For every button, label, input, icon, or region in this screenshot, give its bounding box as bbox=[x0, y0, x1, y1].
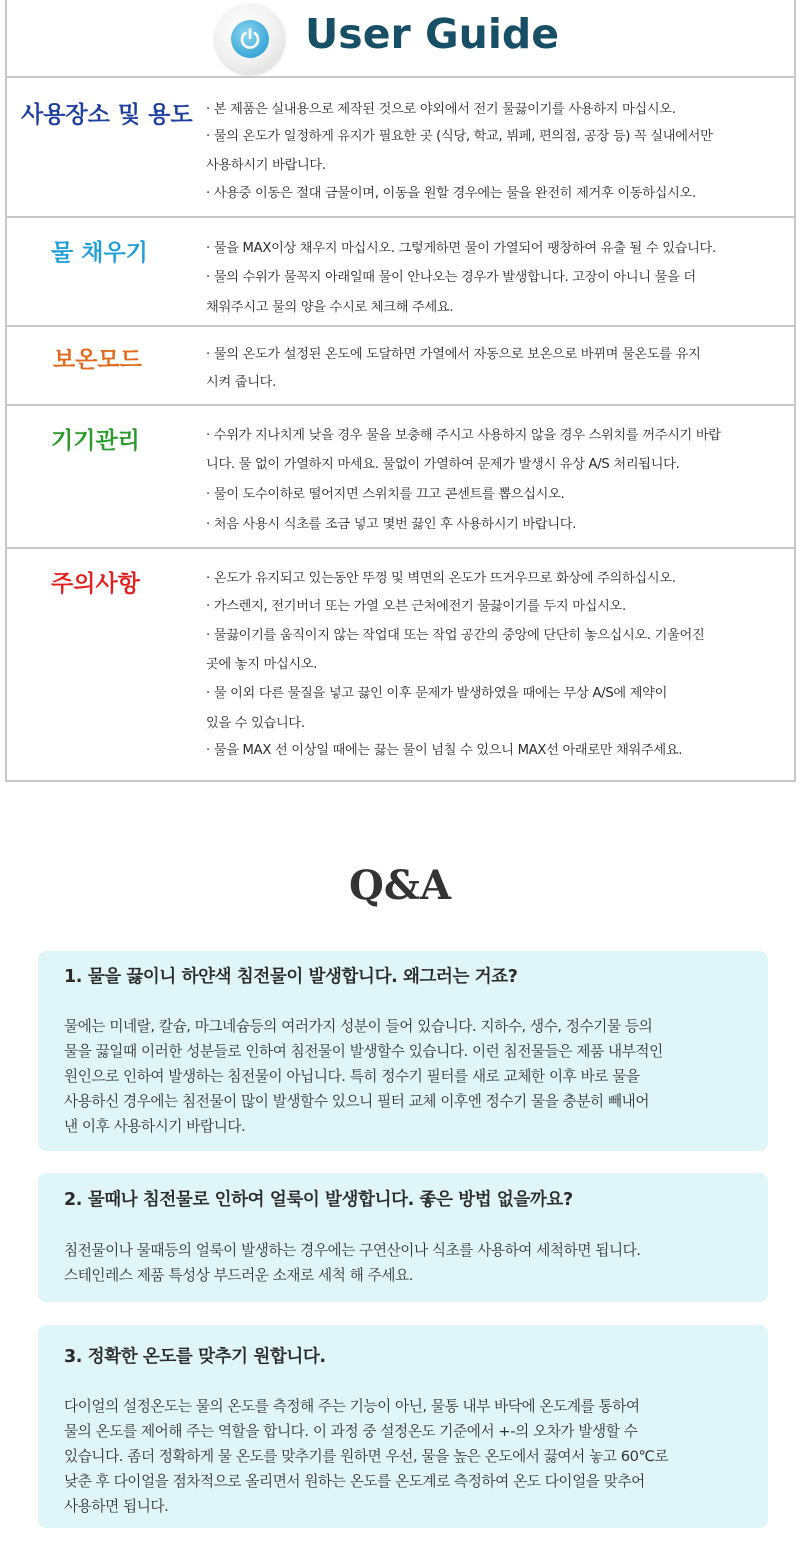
qa-answer-line: 원인으로 인하여 발생하는 침전물이 아닙니다. 특히 정수기 필터를 새로 교체한 이후 바로 물을 bbox=[64, 1068, 640, 1085]
section-line: · 물이 도수이하로 떨어지면 스위치를 끄고 콘센트를 뽑으십시오. bbox=[206, 487, 565, 502]
section-cautions bbox=[7, 549, 794, 780]
section-line: 채워주시고 물의 양을 수시로 체크해 주세요. bbox=[206, 300, 454, 315]
section-line: · 온도가 유지되고 있는동안 뚜껑 및 벽면의 온도가 뜨거우므로 화상에 주의하십시오. bbox=[206, 571, 676, 586]
section-line: 니다. 물 없이 가열하지 마세요. 물없이 가열하여 문제가 발생시 유상 A/S 처리됩니다. bbox=[206, 457, 680, 472]
qa-answer-line: 물의 온도를 제어해 주는 역할을 합니다. 이 과정 중 설정온도 기준에서 +-의 오차가 발생할 수 bbox=[64, 1423, 638, 1440]
section-fill-water bbox=[7, 218, 794, 327]
guide-header bbox=[7, 0, 794, 78]
qa-answer-line: 물을 끓일때 이러한 성분들로 인하여 침전물이 발생할수 있습니다. 이런 침전물들은 제품 내부적인 bbox=[64, 1043, 663, 1060]
section-maintenance bbox=[7, 406, 794, 549]
user-guide-panel bbox=[5, 0, 796, 782]
section-line: · 본 제품은 실내용으로 제작된 것으로 야외에서 전기 물끓이기를 사용하지 마십시오. bbox=[206, 102, 676, 117]
qa-answer-line: 낸 이후 사용하시기 바랍니다. bbox=[64, 1118, 246, 1135]
qa-title: Q&A bbox=[349, 862, 451, 909]
guide-title: User Guide bbox=[305, 10, 560, 58]
power-icon bbox=[215, 4, 285, 74]
section-line: · 물의 온도가 일정하게 유지가 필요한 곳 (식당, 학교, 뷔페, 편의점, 공장 등) 꼭 실내에서만 bbox=[206, 129, 713, 144]
section-line: · 가스렌지, 전기버너 또는 가열 오븐 근처에전기 물끓이기를 두지 마십시오. bbox=[206, 599, 626, 614]
section-line: · 물의 온도가 설정된 온도에 도달하면 가열에서 자동으로 보온으로 바뀌며 물온도를 유지 bbox=[206, 347, 701, 362]
section-title: 사용장소 및 용도 bbox=[21, 102, 193, 128]
qa-card bbox=[38, 1173, 768, 1302]
section-line: · 물 이외 다른 물질을 넣고 끓인 이후 문제가 발생하였을 때에는 무상 A/S에 제약이 bbox=[206, 686, 668, 701]
qa-answer-line: 있습니다. 좀더 정확하게 물 온도를 맞추기를 원하면 우선, 물을 높은 온도에서 끓여서 놓고 60℃로 bbox=[64, 1448, 669, 1465]
qa-answer-line: 스테인레스 제품 특성상 부드러운 소재로 세척 해 주세요. bbox=[64, 1267, 413, 1284]
section-line: 있을 수 있습니다. bbox=[206, 716, 305, 731]
section-line: · 사용중 이동은 절대 금물이며, 이동을 원할 경우에는 물을 완전히 제거후 이동하십시오. bbox=[206, 186, 696, 201]
section-line: 시켜 줍니다. bbox=[206, 375, 276, 390]
section-line: · 수위가 지나치게 낮을 경우 물을 보충해 주시고 사용하지 않을 경우 스위치를 꺼주시기 바랍 bbox=[206, 428, 721, 443]
qa-answer-line: 사용하면 됩니다. bbox=[64, 1498, 169, 1515]
section-usage-place bbox=[7, 78, 794, 218]
section-line: · 물을 MAX 선 이상일 때에는 끓는 물이 넘칠 수 있으니 MAX선 아래로만 채워주세요. bbox=[206, 743, 683, 758]
section-title: 물 채우기 bbox=[51, 240, 148, 266]
section-title: 주의사항 bbox=[51, 571, 140, 597]
section-keep-warm bbox=[7, 327, 794, 406]
qa-question: 2. 물때나 침전물로 인하여 얼룩이 발생합니다. 좋은 방법 없을까요? bbox=[64, 1190, 573, 1210]
section-line: · 물의 수위가 물꼭지 아래일때 물이 안나오는 경우가 발생합니다. 고장이 아니니 물을 더 bbox=[206, 270, 696, 285]
section-title: 보온모드 bbox=[53, 347, 142, 373]
qa-answer-line: 사용하신 경우에는 침전물이 많이 발생할수 있으니 필터 교체 이후엔 정수기 물을 충분히 빼내어 bbox=[64, 1093, 650, 1110]
qa-answer-line: 물에는 미네랄, 칼슘, 마그네슘등의 여러가지 성분이 들어 있습니다. 지하수, 생수, 정수기물 등의 bbox=[64, 1018, 653, 1035]
section-line: · 물끓이기를 움직이지 않는 작업대 또는 작업 공간의 중앙에 단단히 놓으십시오. 기울어진 bbox=[206, 628, 705, 643]
qa-card bbox=[38, 1325, 768, 1528]
qa-question: 3. 정확한 온도를 맞추기 원합니다. bbox=[64, 1347, 326, 1367]
qa-card bbox=[38, 951, 768, 1151]
qa-answer-line: 다이얼의 설정온도는 물의 온도를 측정해 주는 기능이 아닌, 물통 내부 바닥에 온도계를 통하여 bbox=[64, 1398, 640, 1415]
qa-question: 1. 물을 끓이니 하얀색 침전물이 발생합니다. 왜그러는 거죠? bbox=[64, 967, 518, 987]
section-line: · 처음 사용시 식초를 조금 넣고 몇번 끓인 후 사용하시기 바랍니다. bbox=[206, 517, 577, 532]
section-title: 기기관리 bbox=[51, 428, 140, 454]
qa-answer-line: 침전물이나 물때등의 얼룩이 발생하는 경우에는 구연산이나 식초를 사용하여 세척하면 됩니다. bbox=[64, 1242, 641, 1259]
section-line: · 물을 MAX이상 채우지 마십시오. 그렇게하면 물이 가열되어 팽창하여 유출 될 수 있습니다. bbox=[206, 241, 716, 256]
section-line: 사용하시기 바랍니다. bbox=[206, 158, 326, 173]
section-line: 곳에 놓지 마십시오. bbox=[206, 657, 318, 672]
qa-answer-line: 낮춘 후 다이얼을 점차적으로 올리면서 원하는 온도를 온도계로 측정하여 온도 다이얼을 맞추어 bbox=[64, 1473, 645, 1490]
